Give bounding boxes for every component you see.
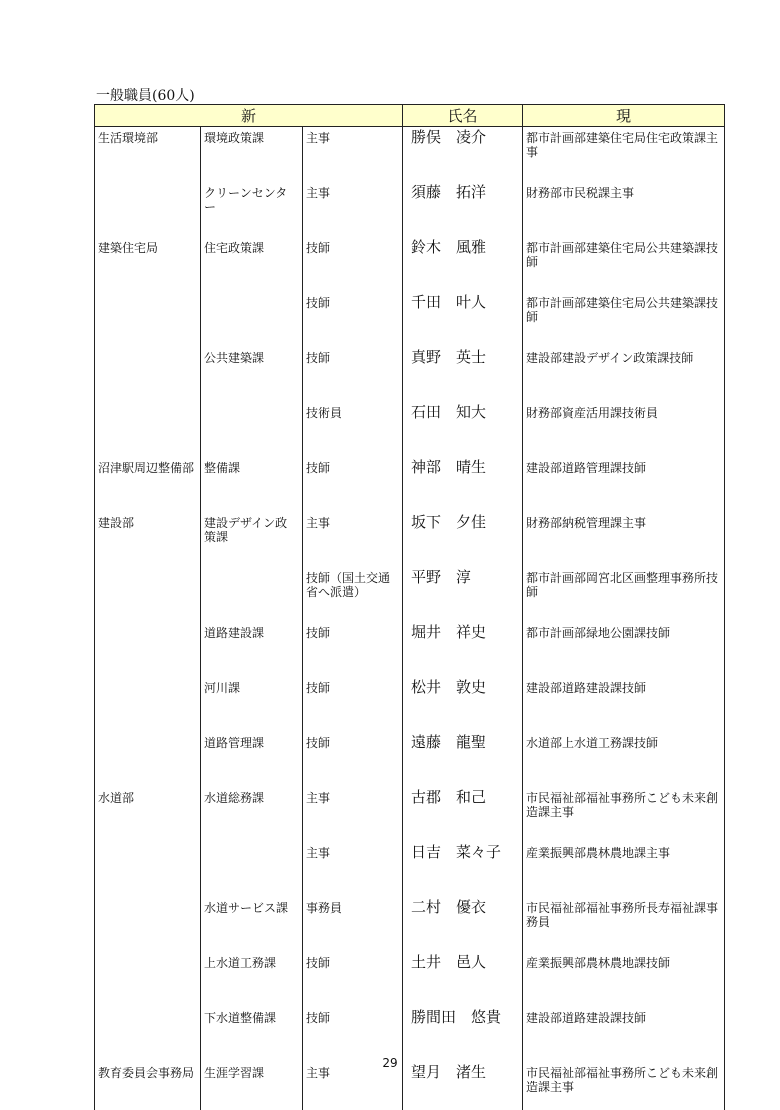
table-row bbox=[95, 402, 725, 457]
table-caption: 一般職員(60人) bbox=[96, 88, 195, 104]
table-row bbox=[95, 897, 725, 952]
cell-job-title: 主事 bbox=[303, 127, 403, 183]
cell-department bbox=[95, 622, 201, 677]
cell-job-title: 技術員 bbox=[303, 402, 403, 457]
table-row bbox=[95, 182, 725, 237]
cell-section: 生涯学習課 bbox=[201, 1062, 303, 1110]
cell-section: 道路管理課 bbox=[201, 732, 303, 787]
cell-section: 水道サービス課 bbox=[201, 897, 303, 952]
cell-department bbox=[95, 842, 201, 897]
cell-current-post: 産業振興部農林農地課主事 bbox=[523, 842, 725, 897]
cell-current-post: 市民福祉部福祉事務所こども未来創造課主事 bbox=[523, 1062, 725, 1110]
cell-name: 日吉 菜々子 bbox=[403, 842, 523, 897]
cell-current-post: 建設部道路管理課技師 bbox=[523, 457, 725, 512]
cell-current-post: 建設部建設デザイン政策課技師 bbox=[523, 347, 725, 402]
cell-name: 真野 英士 bbox=[403, 347, 523, 402]
header-new: 新 bbox=[95, 105, 403, 127]
cell-name: 鈴木 風雅 bbox=[403, 237, 523, 292]
cell-current-post: 水道部上水道工務課技師 bbox=[523, 732, 725, 787]
header-row bbox=[95, 105, 725, 127]
table-row bbox=[95, 787, 725, 842]
cell-job-title: 技師 bbox=[303, 952, 403, 1007]
cell-name: 二村 優衣 bbox=[403, 897, 523, 952]
cell-current-post: 財務部市民税課主事 bbox=[523, 182, 725, 237]
cell-department bbox=[95, 292, 201, 347]
table-row bbox=[95, 842, 725, 897]
cell-section: 整備課 bbox=[201, 457, 303, 512]
cell-current-post: 市民福祉部福祉事務所長寿福祉課事務員 bbox=[523, 897, 725, 952]
cell-name: 平野 淳 bbox=[403, 567, 523, 622]
cell-job-title: 技師 bbox=[303, 622, 403, 677]
cell-department: 沼津駅周辺整備部 bbox=[95, 457, 201, 512]
cell-job-title: 主事 bbox=[303, 1062, 403, 1110]
cell-current-post: 都市計画部建築住宅局公共建築課技師 bbox=[523, 237, 725, 292]
cell-section bbox=[201, 567, 303, 622]
cell-name: 松井 敦史 bbox=[403, 677, 523, 732]
cell-current-post: 都市計画部建築住宅局住宅政策課主事 bbox=[523, 127, 725, 183]
cell-name: 遠藤 龍聖 bbox=[403, 732, 523, 787]
cell-section bbox=[201, 402, 303, 457]
cell-department bbox=[95, 182, 201, 237]
cell-section: 環境政策課 bbox=[201, 127, 303, 183]
table-row bbox=[95, 732, 725, 787]
cell-section: 水道総務課 bbox=[201, 787, 303, 842]
cell-job-title: 技師 bbox=[303, 237, 403, 292]
cell-section bbox=[201, 842, 303, 897]
cell-job-title: 主事 bbox=[303, 182, 403, 237]
cell-job-title: 技師 bbox=[303, 732, 403, 787]
cell-section: クリーンセンター bbox=[201, 182, 303, 237]
table-row bbox=[95, 457, 725, 512]
cell-current-post: 市民福祉部福祉事務所こども未来創造課主事 bbox=[523, 787, 725, 842]
table-row bbox=[95, 127, 725, 183]
cell-current-post: 財務部納税管理課主事 bbox=[523, 512, 725, 567]
cell-job-title: 事務員 bbox=[303, 897, 403, 952]
table-row bbox=[95, 237, 725, 292]
table-row bbox=[95, 567, 725, 622]
cell-section: 道路建設課 bbox=[201, 622, 303, 677]
table-row bbox=[95, 512, 725, 567]
table-row bbox=[95, 1007, 725, 1062]
cell-department: 生活環境部 bbox=[95, 127, 201, 183]
cell-department bbox=[95, 402, 201, 457]
cell-section: 下水道整備課 bbox=[201, 1007, 303, 1062]
header-current: 現 bbox=[523, 105, 725, 127]
cell-current-post: 都市計画部建築住宅局公共建築課技師 bbox=[523, 292, 725, 347]
cell-section: 住宅政策課 bbox=[201, 237, 303, 292]
cell-name: 勝俣 凌介 bbox=[403, 127, 523, 183]
cell-current-post: 建設部道路建設課技師 bbox=[523, 1007, 725, 1062]
cell-job-title: 技師 bbox=[303, 1007, 403, 1062]
cell-job-title: 技師 bbox=[303, 292, 403, 347]
cell-department bbox=[95, 347, 201, 402]
cell-name: 坂下 夕佳 bbox=[403, 512, 523, 567]
table-row bbox=[95, 292, 725, 347]
personnel-table bbox=[94, 104, 725, 1110]
header-name: 氏名 bbox=[403, 105, 523, 127]
cell-current-post: 建設部道路建設課技師 bbox=[523, 677, 725, 732]
cell-department bbox=[95, 1007, 201, 1062]
cell-name: 望月 渚生 bbox=[403, 1062, 523, 1110]
cell-department: 水道部 bbox=[95, 787, 201, 842]
cell-name: 土井 邑人 bbox=[403, 952, 523, 1007]
cell-department bbox=[95, 567, 201, 622]
cell-job-title: 主事 bbox=[303, 842, 403, 897]
cell-name: 堀井 祥史 bbox=[403, 622, 523, 677]
cell-department: 教育委員会事務局 bbox=[95, 1062, 201, 1110]
cell-department bbox=[95, 677, 201, 732]
cell-section: 公共建築課 bbox=[201, 347, 303, 402]
table-row bbox=[95, 677, 725, 732]
page-number: 29 bbox=[0, 1056, 780, 1070]
cell-department bbox=[95, 952, 201, 1007]
cell-name: 千田 叶人 bbox=[403, 292, 523, 347]
cell-job-title: 技師（国土交通省へ派遣） bbox=[303, 567, 403, 622]
cell-department bbox=[95, 897, 201, 952]
cell-section: 河川課 bbox=[201, 677, 303, 732]
cell-department: 建築住宅局 bbox=[95, 237, 201, 292]
cell-job-title: 技師 bbox=[303, 677, 403, 732]
table-body bbox=[95, 127, 725, 1110]
cell-current-post: 都市計画部緑地公園課技師 bbox=[523, 622, 725, 677]
cell-job-title: 技師 bbox=[303, 457, 403, 512]
cell-name: 古郡 和己 bbox=[403, 787, 523, 842]
table-row bbox=[95, 347, 725, 402]
table-row bbox=[95, 952, 725, 1007]
cell-department bbox=[95, 732, 201, 787]
cell-section bbox=[201, 292, 303, 347]
cell-name: 神部 晴生 bbox=[403, 457, 523, 512]
cell-job-title: 主事 bbox=[303, 512, 403, 567]
cell-name: 勝間田 悠貴 bbox=[403, 1007, 523, 1062]
cell-current-post: 財務部資産活用課技術員 bbox=[523, 402, 725, 457]
cell-current-post: 都市計画部岡宮北区画整理事務所技師 bbox=[523, 567, 725, 622]
cell-job-title: 技師 bbox=[303, 347, 403, 402]
cell-name: 須藤 拓洋 bbox=[403, 182, 523, 237]
cell-department: 建設部 bbox=[95, 512, 201, 567]
table-row bbox=[95, 622, 725, 677]
cell-current-post: 産業振興部農林農地課技師 bbox=[523, 952, 725, 1007]
cell-section: 上水道工務課 bbox=[201, 952, 303, 1007]
cell-job-title: 主事 bbox=[303, 787, 403, 842]
cell-section: 建設デザイン政策課 bbox=[201, 512, 303, 567]
cell-name: 石田 知大 bbox=[403, 402, 523, 457]
